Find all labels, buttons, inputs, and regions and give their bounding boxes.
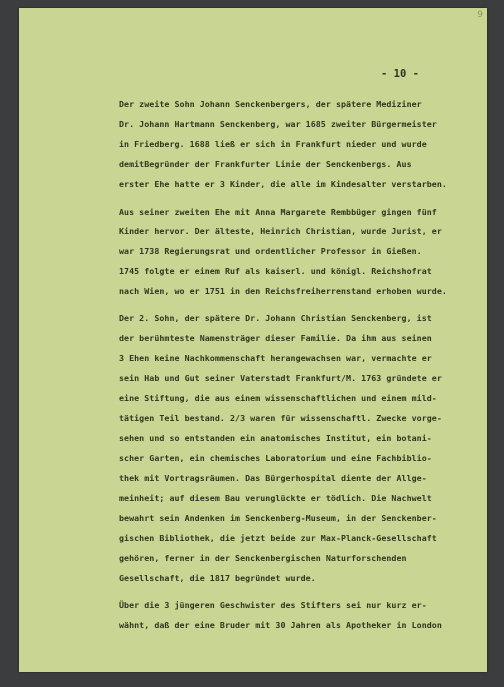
corner-mark: 9 xyxy=(477,10,483,20)
text-line: 3 Ehen keine Nachkommenschaft herangewachsen war, vermachte er xyxy=(119,353,432,363)
text-line: thek mit Vortragsräumen. Das Bürgerhospital diente der Allge- xyxy=(119,473,427,483)
text-line: der berühmteste Namensträger dieser Familie. Da ihm aus seinen xyxy=(119,333,432,343)
text-line: eine Stiftung, die aus einem wissenschaftlichen und einem mild- xyxy=(119,393,437,403)
text-line: Über die 3 jüngeren Geschwister des Stifters sei nur kurz er- xyxy=(119,600,427,610)
text-line: scher Garten, ein chemisches Laboratorium und eine Fachbiblio- xyxy=(119,453,432,463)
text-line: 1745 folgte er einem Ruf als kaiserl. und königl. Reichshofrat xyxy=(119,266,432,276)
text-line: war 1738 Regierungsrat und ordentlicher Professor in Gießen. xyxy=(119,246,422,256)
page-number: - 10 - xyxy=(381,68,419,80)
text-line: Dr. Johann Hartmann Senckenberg, war 1685 zweiter Bürgermeister xyxy=(119,119,437,129)
text-line: sehen und so entstanden ein anatomisches Institut, ein botani- xyxy=(119,433,432,443)
text-line: meinheit; auf diesem Bau verunglückte er tödlich. Die Nachwelt xyxy=(119,493,432,503)
text-line: Aus seiner zweiten Ehe mit Anna Margarete Rembbüger gingen fünf xyxy=(119,207,437,217)
text-line: tätigen Teil bestand. 2/3 waren für wissenschaftl. Zwecke vorge- xyxy=(119,413,442,423)
text-line: Kinder hervor. Der älteste, Heinrich Christian, wurde Jurist, er xyxy=(119,226,442,236)
text-line: sein Hab und Gut seiner Vaterstadt Frankfurt/M. 1763 gründete er xyxy=(119,373,442,383)
text-line: nach Wien, wo er 1751 in den Reichsfreiherrenstand erhoben wurde. xyxy=(119,286,447,296)
text-line: in Friedberg. 1688 ließ er sich in Frankfurt nieder und wurde xyxy=(119,139,427,149)
text-line: demitBegründer der Frankfurter Linie der Senckenbergs. Aus xyxy=(119,159,412,169)
text-line: wähnt, daß der eine Bruder mit 30 Jahren als Apotheker in London xyxy=(119,620,442,630)
text-line: Der 2. Sohn, der spätere Dr. Johann Christian Senckenberg, ist xyxy=(119,313,432,323)
text-line: Gesellschaft, die 1817 begründet wurde. xyxy=(119,573,316,583)
text-line: gischen Bibliothek, die jetzt beide zur Max-Planck-Gesellschaft xyxy=(119,533,437,543)
document-page xyxy=(19,8,487,672)
text-line: bewahrt sein Andenken im Senckenberg-Museum, in der Senckenber- xyxy=(119,513,437,523)
text-line: erster Ehe hatte er 3 Kinder, die alle im Kindesalter verstarben. xyxy=(119,179,447,189)
text-line: Der zweite Sohn Johann Senckenbergers, der spätere Mediziner xyxy=(119,99,422,109)
text-line: gehören, ferner in der Senckenbergischen Naturforschenden xyxy=(119,553,407,563)
